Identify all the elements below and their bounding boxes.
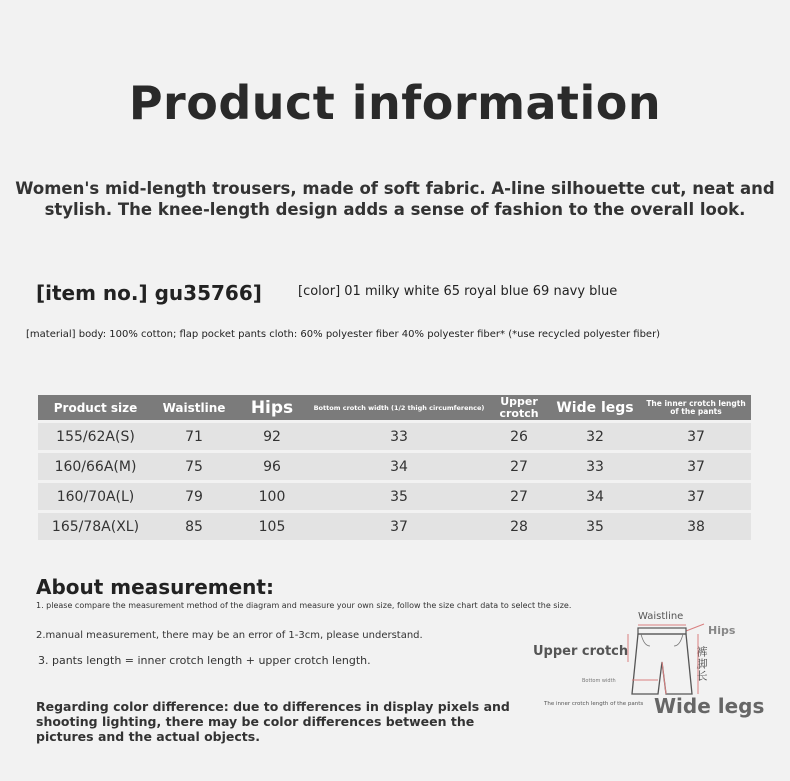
page-title: Product information [128, 76, 662, 130]
cell-wide-legs: 34 [549, 483, 641, 510]
size-table [38, 392, 751, 543]
table-row [38, 423, 751, 450]
cell-waistline: 85 [153, 513, 235, 540]
measurement-diagram [530, 608, 770, 723]
measurement-note-3: 3. pants length = inner crotch length + upper crotch length. [38, 654, 371, 667]
cell-upper-crotch: 26 [489, 423, 549, 450]
cell-size: 165/78A(XL) [38, 513, 153, 540]
diagram-label-wide-legs: Wide legs [654, 694, 765, 718]
diagram-label-waistline: Waistline [638, 611, 684, 622]
about-measurement-title: About measurement: [36, 575, 274, 599]
hips-measure-line [686, 624, 704, 631]
cell-bottom-crotch-width: 37 [309, 513, 489, 540]
header-hips: Hips [235, 395, 309, 420]
cell-inner-crotch: 37 [641, 453, 751, 480]
color-options: [color] 01 milky white 65 royal blue 69 navy blue [298, 284, 618, 299]
cell-size: 160/70A(L) [38, 483, 153, 510]
shorts-outline-icon [626, 622, 706, 702]
measurement-note-1: 1. please compare the measurement method of the diagram and measure your own size, follow the size chart data to select the size. [36, 601, 572, 610]
diagram-label-pants-length: 裤脚长 [695, 646, 708, 682]
cell-waistline: 71 [153, 423, 235, 450]
header-product-size: Product size [38, 395, 153, 420]
product-description: Women's mid-length trousers, made of soft fabric. A-line silhouette cut, neat and stylish. The knee-length design adds a sense of fashion to the overall look. [15, 179, 775, 219]
measurement-note-2: 2.manual measurement, there may be an error of 1-3cm, please understand. [36, 630, 423, 641]
cell-upper-crotch: 27 [489, 453, 549, 480]
cell-inner-crotch: 38 [641, 513, 751, 540]
cell-waistline: 79 [153, 483, 235, 510]
table-row [38, 483, 751, 510]
cell-size: 155/62A(S) [38, 423, 153, 450]
cell-hips: 105 [235, 513, 309, 540]
cell-wide-legs: 32 [549, 423, 641, 450]
table-row [38, 513, 751, 540]
cell-size: 160/66A(M) [38, 453, 153, 480]
cell-waistline: 75 [153, 453, 235, 480]
cell-bottom-crotch-width: 33 [309, 423, 489, 450]
left-pocket [641, 634, 650, 646]
diagram-label-inner-crotch: The inner crotch length of the pants [544, 701, 644, 707]
color-difference-note: Regarding color difference: due to differences in display pixels and shooting lighting, there may be color differences between the pictures and the actual objects. [36, 699, 510, 744]
cell-hips: 96 [235, 453, 309, 480]
cell-upper-crotch: 28 [489, 513, 549, 540]
diagram-label-hips: Hips [708, 624, 736, 637]
diagram-label-bottom-width: Bottom width [582, 678, 616, 684]
diagram-label-upper-crotch: Upper crotch [533, 644, 629, 659]
cell-hips: 100 [235, 483, 309, 510]
cell-inner-crotch: 37 [641, 483, 751, 510]
cell-inner-crotch: 37 [641, 423, 751, 450]
waistband [638, 628, 686, 634]
table-row [38, 453, 751, 480]
header-upper-crotch: Upper crotch [489, 395, 549, 420]
cell-bottom-crotch-width: 35 [309, 483, 489, 510]
header-inner-crotch: The inner crotch length of the pants [641, 395, 751, 420]
cell-bottom-crotch-width: 34 [309, 453, 489, 480]
item-number: [item no.] gu35766] [36, 281, 262, 305]
header-bottom-crotch-width: Bottom crotch width (1/2 thigh circumference) [309, 395, 489, 420]
inner-crotch-measure-line [662, 662, 666, 694]
cell-hips: 92 [235, 423, 309, 450]
material-info: [material] body: 100% cotton; flap pocket pants cloth: 60% polyester fiber 40% polyester fiber* (*use recycled polyester fiber) [26, 329, 661, 340]
cell-wide-legs: 35 [549, 513, 641, 540]
right-pocket [674, 634, 683, 646]
cell-upper-crotch: 27 [489, 483, 549, 510]
size-table-header [38, 395, 751, 420]
header-wide-legs: Wide legs [549, 395, 641, 420]
header-waistline: Waistline [153, 395, 235, 420]
cell-wide-legs: 33 [549, 453, 641, 480]
